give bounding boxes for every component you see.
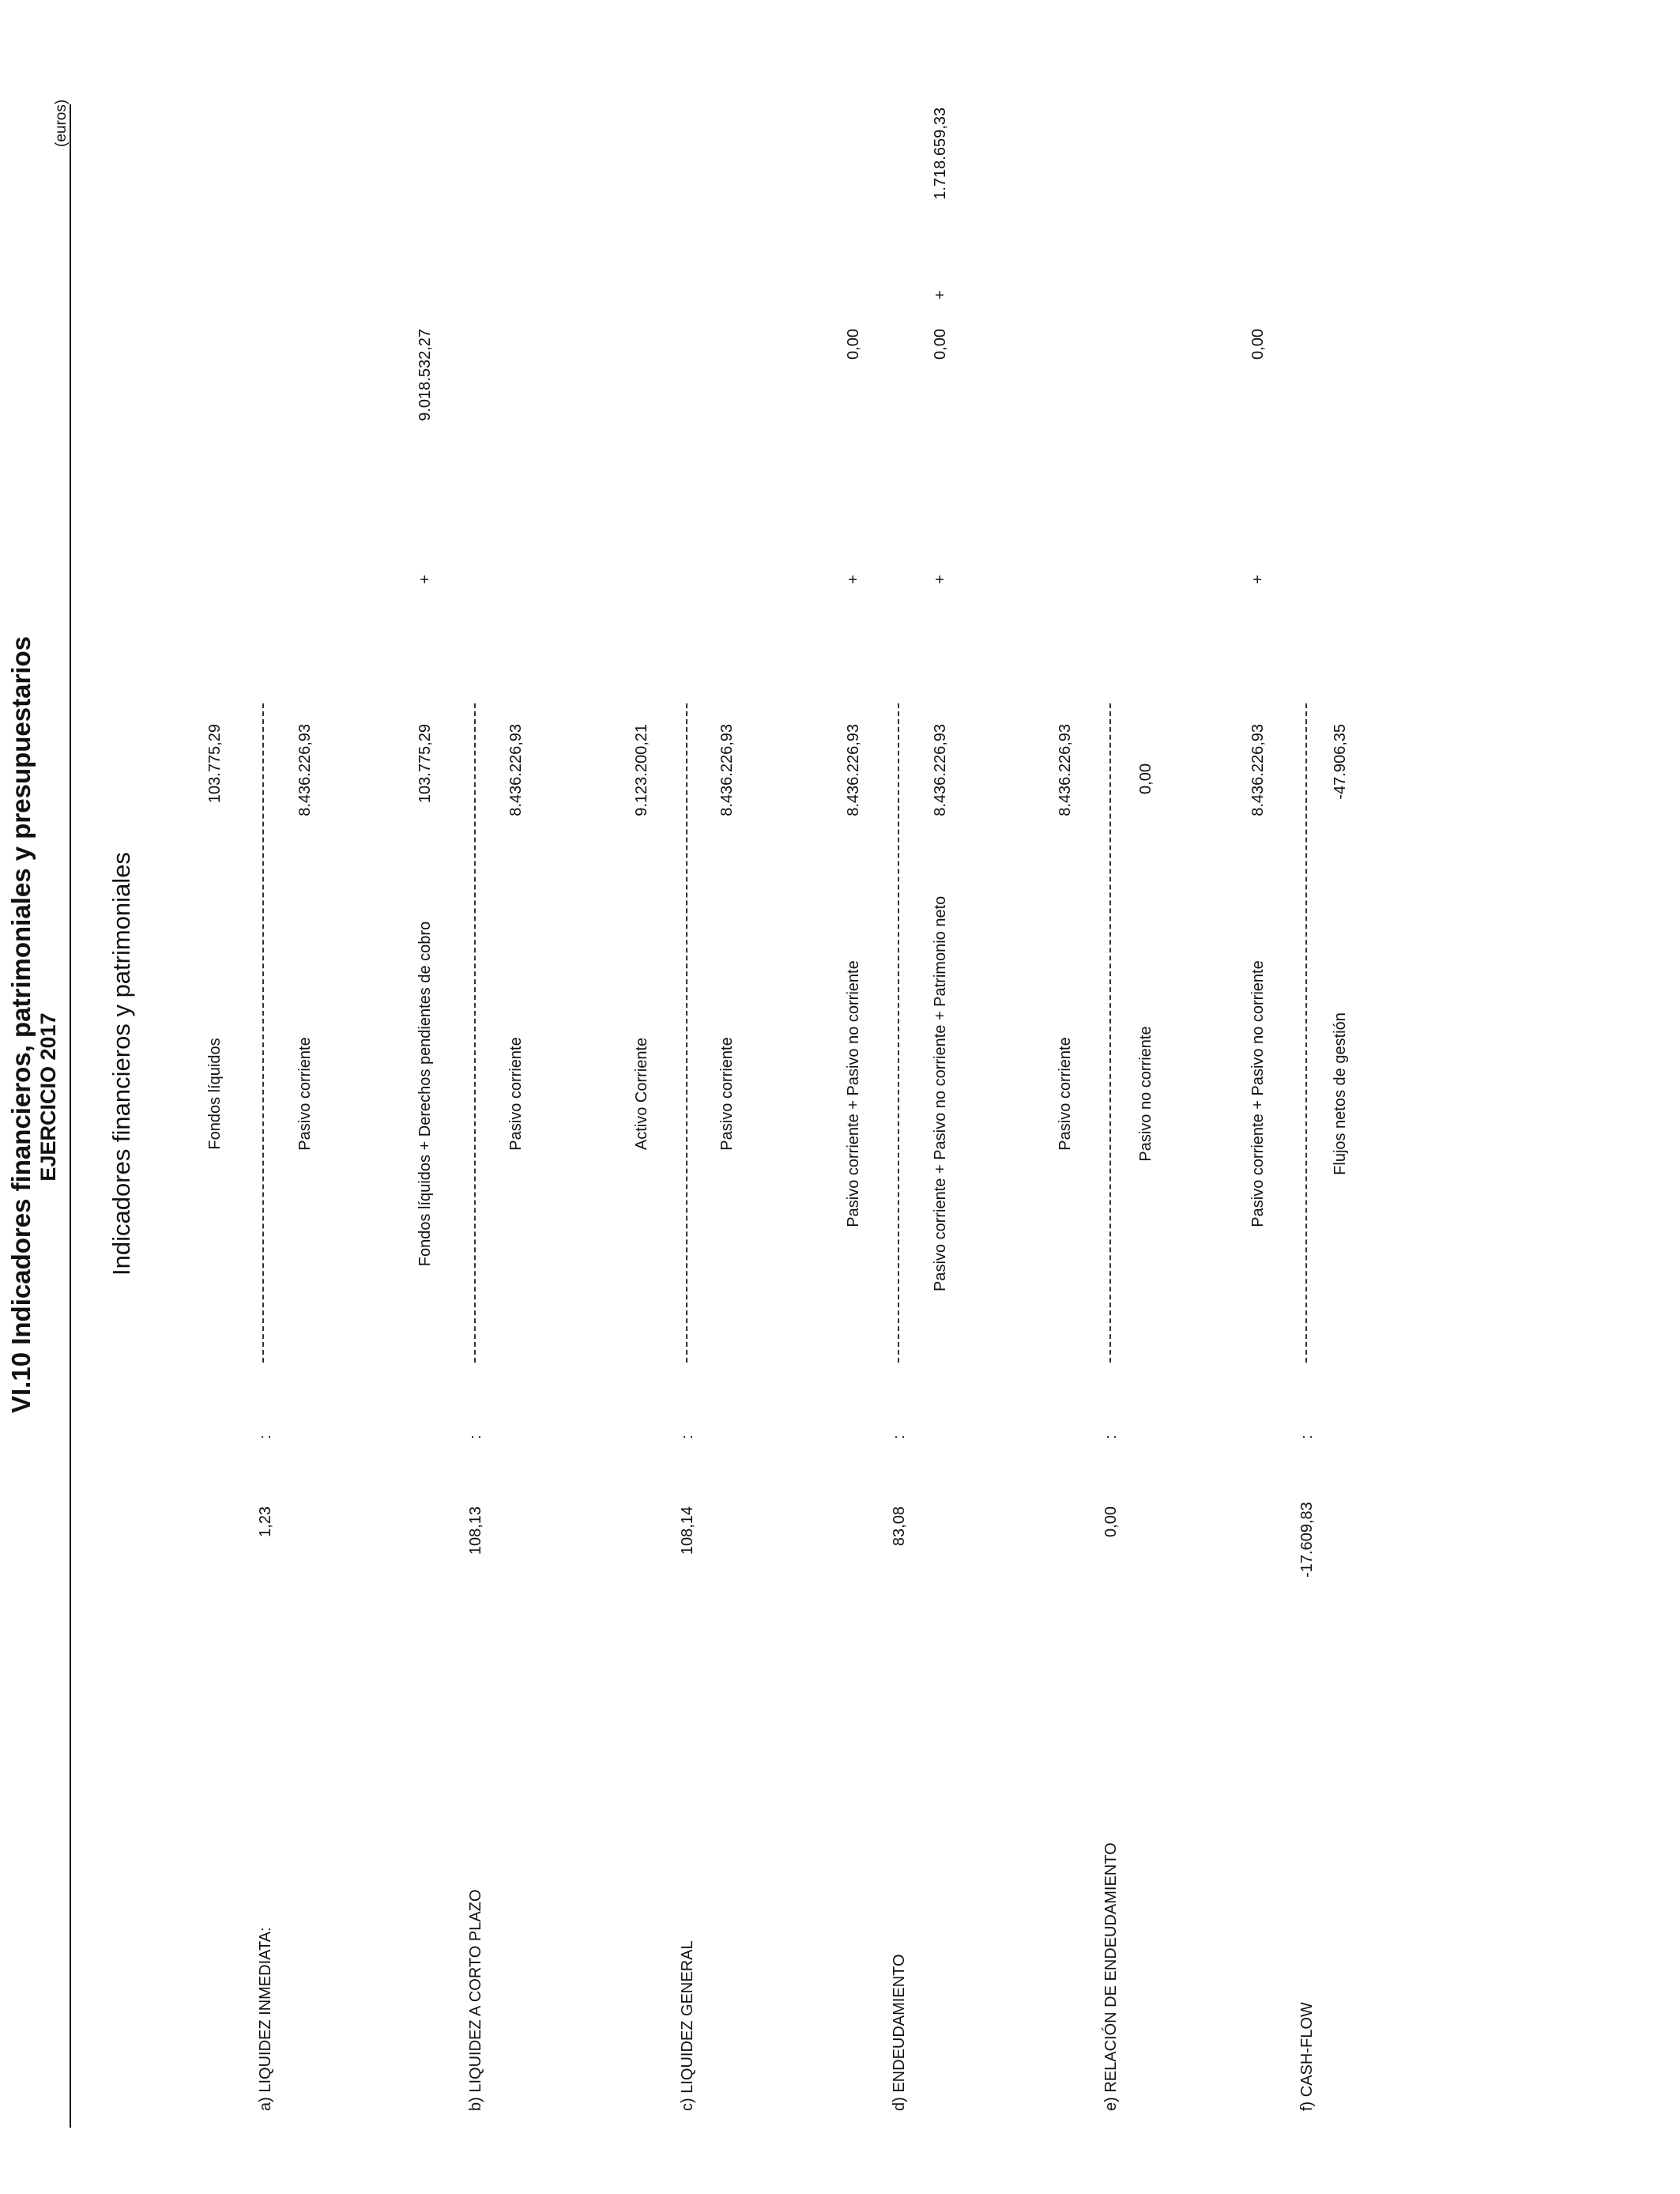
numerator-value: 8.436.226,93 xyxy=(1249,724,1267,816)
page-title: VI.10 Indicadores financieros, patrimoniales y presupuestarios xyxy=(6,635,36,1413)
fraction-line xyxy=(898,703,899,1363)
indicator-result: 1,23 xyxy=(257,1506,274,1537)
fraction-line xyxy=(686,703,687,1363)
numerator-value-2: 0,00 xyxy=(1249,329,1267,360)
plus-operator: + xyxy=(845,575,862,584)
numerator-value: 103.775,29 xyxy=(416,724,434,804)
header-rule xyxy=(70,104,71,2128)
indicator-colon: : xyxy=(1298,1434,1316,1439)
denominator-value-2: 0,00 xyxy=(932,329,949,360)
plus-operator: + xyxy=(1249,575,1267,584)
indicator-result: -17.609,83 xyxy=(1298,1502,1316,1578)
numerator-label: Fondos líquidos + Derechos pendientes de cobro xyxy=(416,921,434,1267)
fraction-line xyxy=(1109,703,1111,1363)
indicator-label: d) ENDEUDAMIENTO xyxy=(891,1954,908,2111)
plus-operator: + xyxy=(932,575,949,584)
numerator-label: Pasivo corriente + Pasivo no corriente xyxy=(845,960,862,1227)
denominator-label: Pasivo corriente xyxy=(718,1037,736,1151)
denominator-value: 8.436.226,93 xyxy=(932,724,949,816)
denominator-value: 8.436.226,93 xyxy=(718,724,736,816)
indicator-result: 108,14 xyxy=(679,1506,696,1555)
numerator-label: Fondos líquidos xyxy=(206,1038,224,1150)
plus-operator: + xyxy=(932,290,949,300)
indicator-label: b) LIQUIDEZ A CORTO PLAZO xyxy=(467,1889,484,2111)
denominator-label: Pasivo corriente xyxy=(296,1037,314,1151)
numerator-value: 8.436.226,93 xyxy=(1057,724,1074,816)
indicator-label: a) LIQUIDEZ INMEDIATA: xyxy=(257,1927,274,2111)
plus-operator: + xyxy=(416,575,434,584)
indicator-colon: : xyxy=(467,1434,484,1439)
numerator-label: Pasivo corriente + Pasivo no corriente xyxy=(1249,960,1267,1227)
indicator-result: 108,13 xyxy=(467,1506,484,1555)
numerator-value: 103.775,29 xyxy=(206,724,224,804)
numerator-label: Activo Corriente xyxy=(633,1037,650,1151)
indicator-label: e) RELACIÓN DE ENDEUDAMIENTO xyxy=(1102,1842,1120,2111)
page-subtitle: EJERCICIO 2017 xyxy=(36,1012,60,1182)
indicator-colon: : xyxy=(257,1434,274,1439)
denominator-label: Pasivo corriente + Pasivo no corriente + Patrimonio neto xyxy=(932,895,949,1291)
numerator-value-2: 9.018.532,27 xyxy=(416,329,434,421)
numerator-value-2: 0,00 xyxy=(845,329,862,360)
indicator-result: 0,00 xyxy=(1102,1506,1120,1537)
numerator-value: 8.436.226,93 xyxy=(845,724,862,816)
denominator-label: Flujos netos de gestión xyxy=(1332,1012,1349,1175)
indicator-label: c) LIQUIDEZ GENERAL xyxy=(679,1940,696,2111)
denominator-label: Pasivo no corriente xyxy=(1137,1026,1155,1162)
numerator-label: Pasivo corriente xyxy=(1057,1037,1074,1151)
denominator-value: -47.906,35 xyxy=(1332,724,1349,800)
units-label: (euros) xyxy=(53,99,70,147)
denominator-value: 8.436.226,93 xyxy=(296,724,314,816)
fraction-line xyxy=(262,703,264,1363)
indicator-result: 83,08 xyxy=(891,1506,908,1547)
indicator-label: f) CASH-FLOW xyxy=(1298,2002,1316,2111)
denominator-value: 8.436.226,93 xyxy=(507,724,525,816)
indicator-colon: : xyxy=(891,1434,908,1439)
denominator-value: 0,00 xyxy=(1137,763,1155,794)
fraction-line xyxy=(1305,703,1307,1363)
denominator-label: Pasivo corriente xyxy=(507,1037,525,1151)
indicator-colon: : xyxy=(679,1434,696,1439)
indicator-colon: : xyxy=(1102,1434,1120,1439)
numerator-value: 9.123.200,21 xyxy=(633,724,650,816)
fraction-line xyxy=(474,703,476,1363)
denominator-value-3: 1.718.659,33 xyxy=(932,107,949,200)
section-title: Indicadores financieros y patrimoniales xyxy=(107,852,135,1276)
